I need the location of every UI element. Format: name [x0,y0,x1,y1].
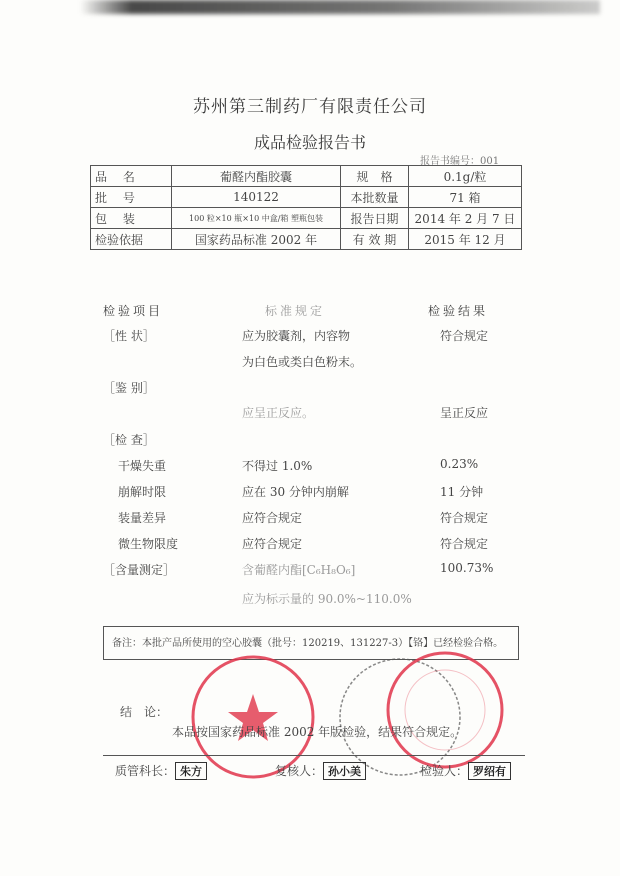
value: 0.1g/粒 [409,166,522,187]
value: 葡醛内酯胶囊 [172,166,341,187]
report-number: 报告书编号：001 [420,156,500,167]
label: 品 名 [91,166,172,187]
value: 140122 [172,187,341,208]
label: 批 号 [91,187,172,208]
column-header-standard: 标准规定 [265,304,326,318]
test-standard: 应为胶囊剂，内容物 [242,329,351,343]
test-standard: 应在 30 分钟内崩解 [242,485,349,499]
scan-smudge [80,0,600,14]
test-item: 装量差异 [118,511,167,525]
divider [103,755,525,756]
label: 报告日期 [341,208,409,229]
test-item: ［含量测定］ [103,563,176,577]
test-result: 11 分钟 [440,485,484,499]
document-title: 成品检验报告书 [253,133,366,152]
test-result: 符合规定 [440,329,489,343]
column-header-result: 检验结果 [428,304,489,318]
inspector-signature [420,762,511,780]
test-standard: 应符合规定 [242,511,303,525]
reviewer-signature [275,762,366,780]
label: 有 效 期 [341,229,409,250]
conclusion-text: 本品按国家药品标准 2002 年版检验，结果符合规定。 [172,725,463,739]
value: 2014 年 2 月 7 日 [409,208,522,229]
test-item: 崩解时限 [118,485,167,499]
test-item: ［鉴 别］ [103,381,155,395]
table-row [91,166,522,187]
value: 2015 年 12 月 [409,229,522,250]
test-standard: 应呈正反应。 [242,406,315,420]
product-info-table [90,165,522,250]
test-item: ［检 查］ [103,433,155,447]
test-standard: 为白色或类白色粉末。 [242,355,363,369]
label: 本批数量 [341,187,409,208]
value: 71 箱 [409,187,522,208]
test-result: 100.73% [440,561,494,575]
conclusion-label: 结 论： [120,705,169,719]
table-row [91,229,522,250]
remark-box: 备注：本批产品所使用的空心胶囊（批号：120219、131227-3）【铬】已经检验合格。 [103,626,519,660]
test-standard: 应为标示量的 90.0%~110.0% [242,592,412,606]
test-standard: 含葡醛内酯[C₆H₈O₆] [242,563,356,577]
review-label: 复核人： [275,764,324,778]
value: 100 粒×10 瓶×10 中盒/箱 塑瓶包装 [172,208,341,229]
qc-chief-signature [115,762,207,780]
qc-label: 质管科长： [115,764,176,778]
label: 检验依据 [91,229,172,250]
label: 规 格 [341,166,409,187]
test-item: 干燥失重 [118,459,167,473]
test-standard: 不得过 1.0% [242,459,313,473]
test-standard: 应符合规定 [242,537,303,551]
inspector-label: 检验人： [420,764,469,778]
company-name: 苏州第三制药厂有限责任公司 [193,97,427,117]
test-result: 0.23% [440,457,479,471]
test-item: ［性 状］ [103,329,155,343]
table-row [91,187,522,208]
review-name: 孙小美 [323,762,366,780]
test-item: 微生物限度 [118,537,179,551]
column-header-item: 检验项目 [103,304,164,318]
test-result: 呈正反应 [440,406,489,420]
test-result: 符合规定 [440,537,489,551]
table-row [91,208,522,229]
test-result: 符合规定 [440,511,489,525]
inspector-name: 罗绍有 [468,762,511,780]
label: 包 装 [91,208,172,229]
qc-name: 朱方 [175,762,207,780]
value: 国家药品标准 2002 年 [172,229,341,250]
